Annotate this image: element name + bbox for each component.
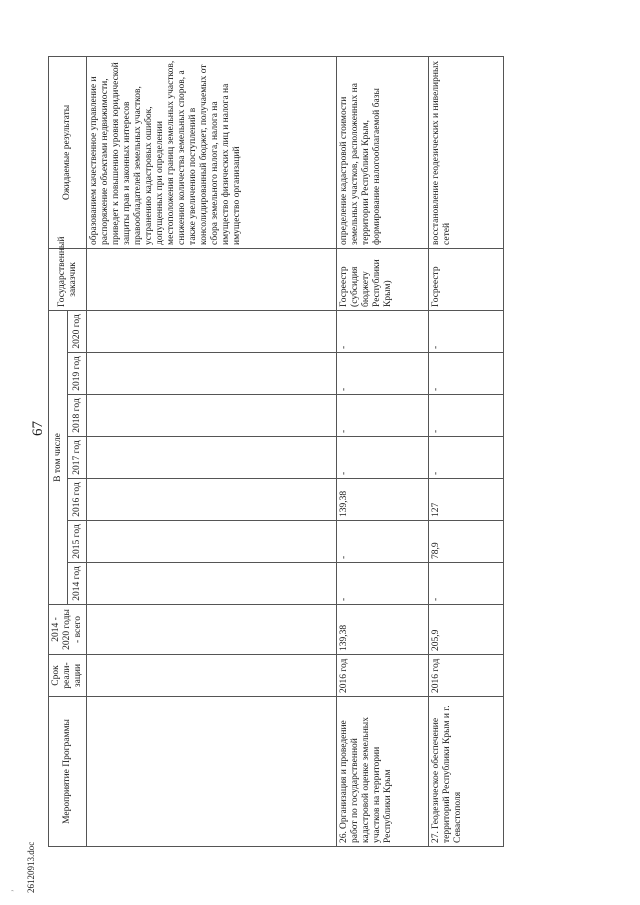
row-number: 26. (339, 831, 349, 843)
header-activity: Мероприятие Программы (49, 697, 87, 847)
header-term: Срок реали-зации (49, 655, 87, 697)
header-year: 2017 год (68, 437, 87, 479)
cell-year (87, 353, 337, 395)
cell-year: 127 (429, 479, 504, 521)
cell-year (87, 479, 337, 521)
cell-activity (337, 697, 429, 847)
cell-activity (87, 697, 337, 847)
program-table-sheet (48, 57, 563, 847)
cell-year: - (337, 437, 429, 479)
table-row (429, 56, 504, 846)
cell-activity (429, 697, 504, 847)
header-total: 2014 - 2020 годы - всего (49, 605, 87, 655)
header-customer: Государственный заказчик (49, 248, 87, 310)
header-year: 2016 год (68, 479, 87, 521)
cell-total: 139,38 (337, 605, 429, 655)
cell-results: определение кадастровой стоимости земельных участков, расположенных на территории Республики Крым, формирование налогооблагаемой базы (337, 56, 429, 248)
cell-term (87, 655, 337, 697)
footer-filename: 26120913.doc (26, 841, 36, 893)
activity-text: Организация и проведение работ по государственной кадастровой оценке земельных участков на территории Республики Крым (339, 717, 393, 843)
cell-year: - (337, 310, 429, 352)
cell-year: - (429, 353, 504, 395)
header-results: Ожидаемые результаты (49, 56, 87, 248)
program-activities-table (48, 56, 504, 847)
header-row-main (49, 56, 68, 846)
header-year: 2020 год (68, 310, 87, 352)
cell-year: - (429, 395, 504, 437)
cell-year (87, 437, 337, 479)
cell-year: 139,38 (337, 479, 429, 521)
cell-year: - (337, 521, 429, 563)
cell-customer: Госреестр (429, 248, 504, 310)
cell-year: 78,9 (429, 521, 504, 563)
cell-term: 2016 год (337, 655, 429, 697)
cell-results: образованием качественное управление и распоряжение объектами недвижимости, приведет к повышению уровня юридической защиты прав и законных интересов правообладателей земельных участков, устранению кадастровых ошибок, допущенных при определении местоположения границ земельных участков, снижению количества земельных споров, а также увеличению поступлений в консолидированный бюджет, получаемых от сбора земельного налога, налога на имущество физических лиц и налога на имущество организаций (87, 56, 337, 248)
activity-text: Геодезическое обеспечение территорий Республики Крым и г. Севастополя (431, 705, 463, 843)
cell-year (87, 563, 337, 605)
cell-year (87, 395, 337, 437)
cell-term: 2016 год (429, 655, 504, 697)
page-number: 67 (30, 421, 46, 436)
cell-customer (87, 248, 337, 310)
cell-year: - (429, 310, 504, 352)
cell-customer: Госреестр (субсидия бюджету Республики Крым) (337, 248, 429, 310)
table-row (87, 56, 337, 846)
header-year: 2014 год (68, 563, 87, 605)
cell-year: - (337, 563, 429, 605)
scan-edge-mark: ʼ (10, 889, 19, 892)
header-including: В том числе (49, 310, 68, 604)
header-year: 2019 год (68, 353, 87, 395)
cell-year: - (429, 437, 504, 479)
table-row (337, 56, 429, 846)
header-year: 2015 год (68, 521, 87, 563)
header-year: 2018 год (68, 395, 87, 437)
cell-total: 205,9 (429, 605, 504, 655)
cell-year: - (337, 395, 429, 437)
cell-year: - (337, 353, 429, 395)
cell-total (87, 605, 337, 655)
row-number: 27. (431, 831, 441, 843)
cell-results: восстановление геодезических и нивелирных сетей (429, 56, 504, 248)
cell-year (87, 521, 337, 563)
cell-year (87, 310, 337, 352)
cell-year: - (429, 563, 504, 605)
